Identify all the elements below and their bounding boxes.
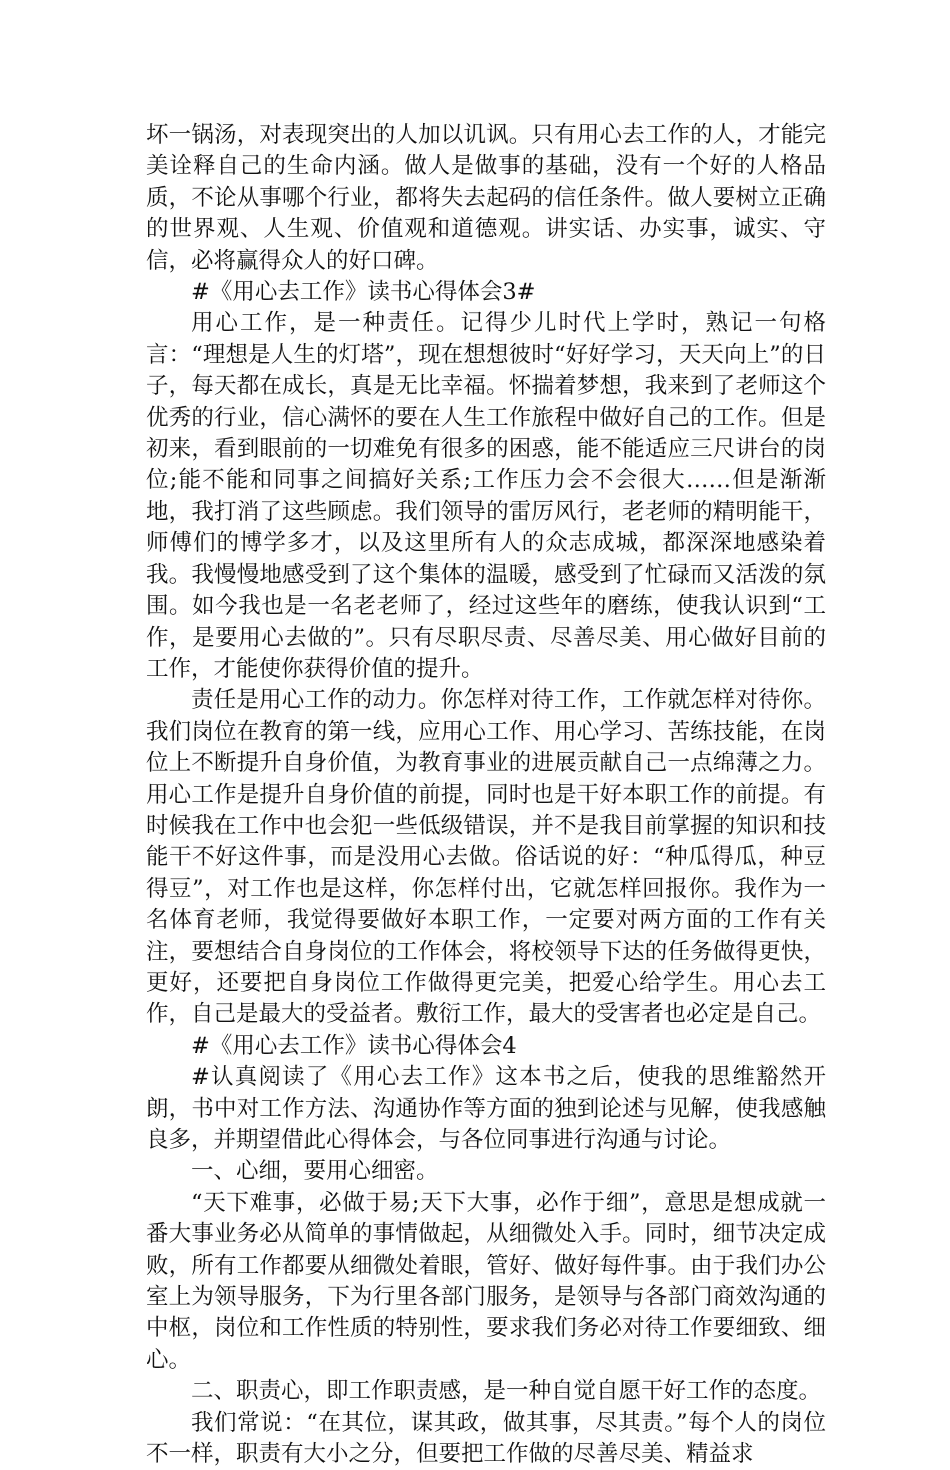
section-heading-4: #《用心去工作》读书心得体会4 bbox=[191, 1032, 517, 1059]
subheading-paragraph: 二、职责心，即工作职责感，是一种自觉自愿干好工作的态度。 bbox=[191, 1378, 822, 1405]
paragraph: 用心工作，是一种责任。记得少儿时代上学时，熟记一句格言：“理想是人生的灯塔”，现在想想彼时“好好学习，天天向上”的日子，每天都在成长，真是无比幸福。怀揣着梦想，我来到了老师这个优秀的行业，信心满怀的要在人生工作旅程中做好自己的工作。但是初来，看到眼前的一切难免有很多的困惑，能不能适应三尺讲台的岗位;能不能和同事之间搞好关系;工作压力会不会很大……但是渐渐地，我打消了这些顾虑。我们领导的雷厉风行，老老师的精明能干，师傅们的博学多才，以及这里所有人的众志成城，都深深地感染着我。我慢慢地感受到了这个集体的温暖，感受到了忙碌而又活泼的氛围。如今我也是一名老老师了，经过这些年的磨练，使我认识到“工作，是要用心去做的”。只有尽职尽责、尽善尽美、用心做好目前的工作，才能使你获得价值的提升。 bbox=[146, 310, 826, 682]
paragraph-continuation: 坏一锅汤，对表现突出的人加以讥讽。只有用心去工作的人，才能完美诠释自己的生命内涵。做人是做事的基础，没有一个好的人格品质，不论从事哪个行业，都将失去起码的信任条件。做人要树立正确的世界观、人生观、价值观和道德观。讲实话、办实事，诚实、守信，必将赢得众人的好口碑。 bbox=[146, 122, 826, 274]
document-body bbox=[146, 120, 826, 1470]
paragraph: “天下难事，必做于易;天下大事，必作于细”，意思是想成就一番大事业务必从简单的事情做起，从细微处入手。同时，细节决定成败，所有工作都要从细微处着眼，管好、做好每件事。由于我们办公室上为领导服务，下为行里各部门服务，是领导与各部门商效沟通的中枢，岗位和工作性质的特别性，要求我们务必对待工作要细致、细心。 bbox=[146, 1189, 826, 1373]
paragraph: 我们常说：“在其位，谋其政，做其事，尽其责。”每个人的岗位不一样，职责有大小之分，但要把工作做的尽善尽美、精益求 bbox=[146, 1409, 826, 1468]
section-heading-3: #《用心去工作》读书心得体会3# bbox=[191, 279, 536, 306]
paragraph: #认真阅读了《用心去工作》这本书之后，使我的思维豁然开朗，书中对工作方法、沟通协作等方面的独到论述与见解，使我感触良多，并期望借此心得体会，与各位同事进行沟通与讨论。 bbox=[146, 1064, 826, 1153]
paragraph: 责任是用心工作的动力。你怎样对待工作，工作就怎样对待你。我们岗位在教育的第一线，应用心工作、用心学习、苦练技能，在岗位上不断提升自身价值，为教育事业的进展贡献自己一点绵薄之力。用心工作是提升自身价值的前提，同时也是干好本职工作的前提。有时候我在工作中也会犯一些低级错误，并不是我目前掌握的知识和技能干不好这件事，而是没用心去做。俗话说的好：“种瓜得瓜，种豆得豆”，对工作也是这样，你怎样付出，它就怎样回报你。我作为一名体育老师，我觉得要做好本职工作，一定要对两方面的工作有关注，要想结合自身岗位的工作体会，将校领导下达的任务做得更快，更好，还要把自身岗位工作做得更完美，把爱心给学生。用心去工作，自己是最大的受益者。敷衍工作，最大的受害者也必定是自己。 bbox=[146, 687, 826, 1028]
subheading-paragraph: 一、心细，要用心细密。 bbox=[191, 1158, 439, 1185]
